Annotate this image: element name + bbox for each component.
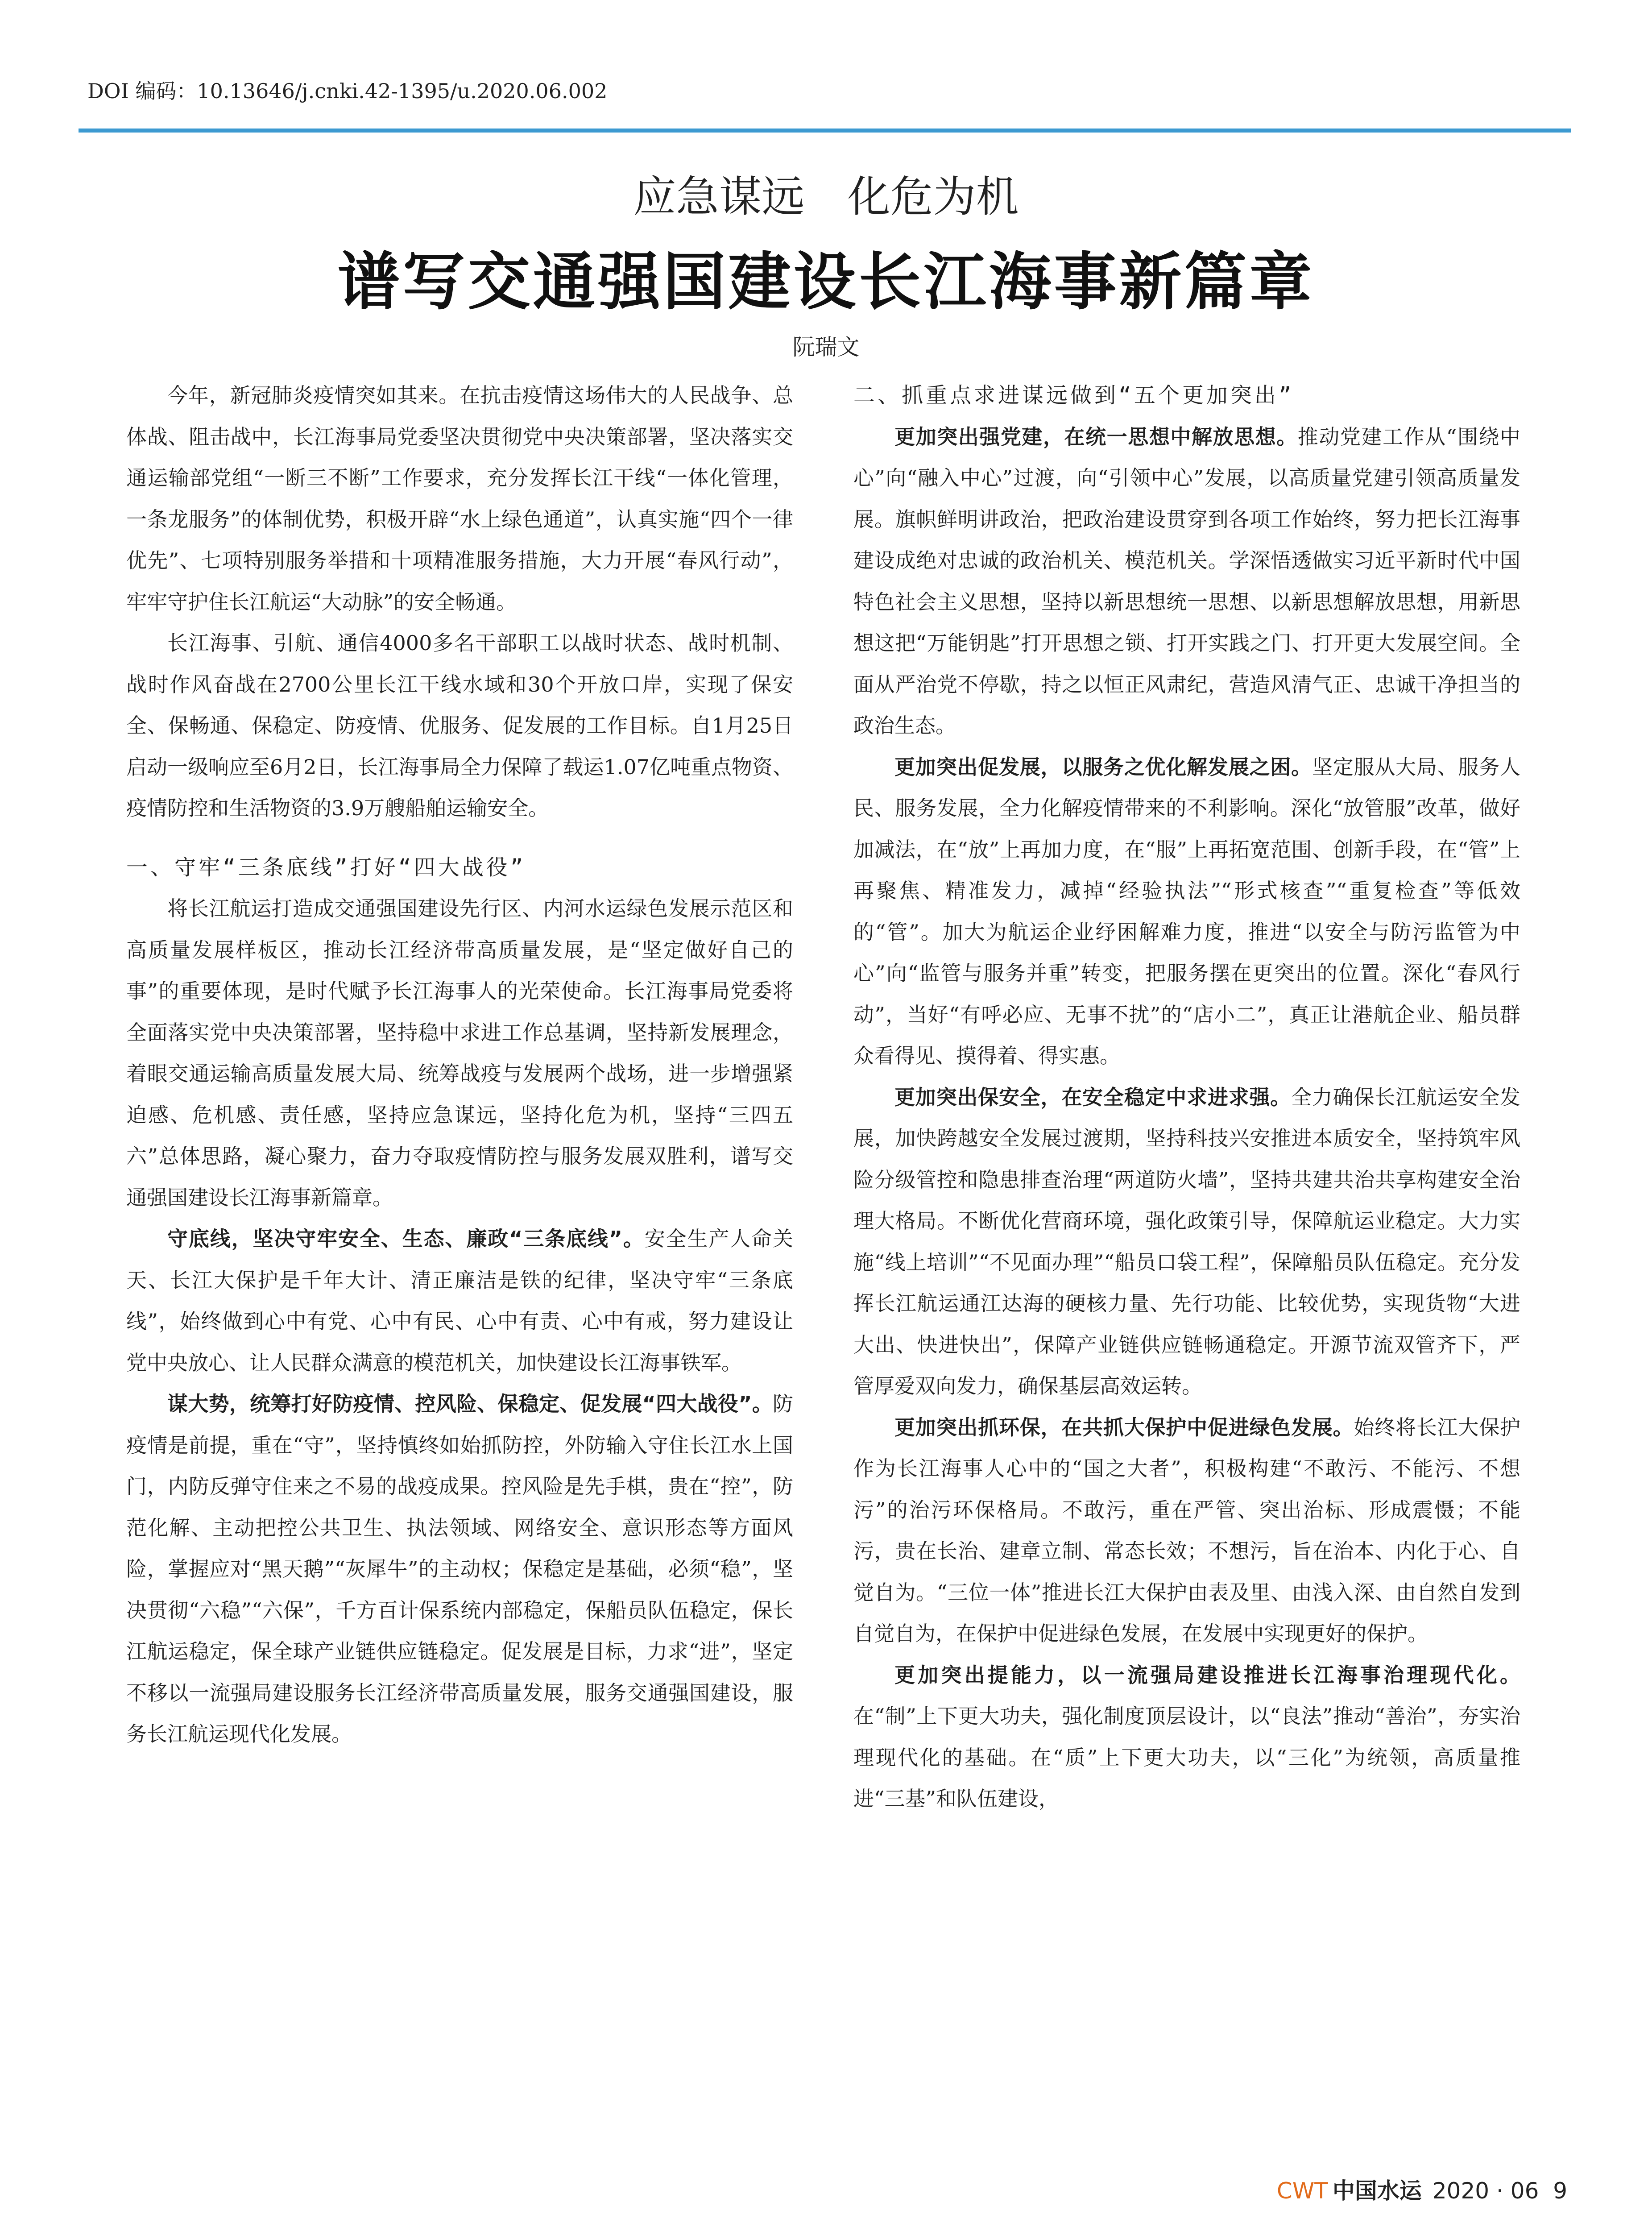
section-1-paragraph-3 <box>126 1383 793 1755</box>
brand-logo: CWT <box>1276 2178 1328 2204</box>
intro-paragraph-2: 长江海事、引航、通信4000多名干部职工以战时状态、战时机制、战时作风奋战在2700公里长江干线水域和30个开放口岸，实现了保安全、保畅通、保稳定、防疫情、优服务、促发展的工作目标。自1月25日启动一级响应至6月2日，长江海事局全力保障了载运1.07亿吨重点物资、疫情防控和生活物资的3.9万艘船舶运输安全。 <box>126 631 793 820</box>
doi-code: DOI 编码：10.13646/j.cnki.42-1395/u.2020.06.002 <box>87 79 608 103</box>
left-column <box>126 375 793 1755</box>
paragraph-lead: 更加突出抓环保，在共抓大保护中促进绿色发展。 <box>894 1415 1354 1439</box>
paragraph-body: 全力确保长江航运安全发展，加快跨越安全发展过渡期，坚持科技兴安推进本质安全，坚持筑牢风险分级管控和隐患排查治理“两道防火墙”，坚持共建共治共享构建安全治理大格局。不断优化营商环境，强化政策引导，保障航运业稳定。大力实施“线上培训”“不见面办理”“船员口袋工程”，保障船员队伍稳定。充分发挥长江航运通江达海的硬核力量、先行功能、比较优势，实现货物“大进大出、快进快出”，保障产业链供应链畅通稳定。开源节流双管齐下，严管厚爱双向发力，确保基层高效运转。 <box>853 1085 1521 1398</box>
section-2-paragraph-5 <box>853 1655 1520 1820</box>
paragraph-body: 坚定服从大局、服务人民、服务发展，全力化解疫情带来的不利影响。深化“放管服”改革，做好加减法，在“放”上再加力度，在“服”上再拓宽范围、创新手段，在“管”上再聚焦、精准发力，减掉“经验执法”“形式核查”“重复检查”等低效的“管”。加大为航运企业纾困解难力度，推进“以安全与防污监管为中心”向“监管与服务并重”转变，把服务摆在更突出的位置。深化“春风行动”，当好“有呼必应、无事不扰”的“店小二”，真正让港航企业、船员群众看得见、摸得着、得实惠。 <box>853 755 1521 1068</box>
paragraph-lead: 谋大势，统筹打好防疫情、控风险、保稳定、促发展“四大战役”。 <box>167 1392 773 1416</box>
section-2-paragraph-3 <box>853 1077 1520 1407</box>
paragraph-body: 在“制”上下更大功夫，强化制度顶层设计，以“良法”推动“善治”，夯实治理现代化的基础。在“质”上下更大功夫，以“三化”为统领，高质量推进“三基”和队伍建设， <box>853 1704 1520 1811</box>
section-2-paragraph-1 <box>853 416 1520 746</box>
section-1-heading: 一、守牢“三条底线”打好“四大战役” <box>126 854 526 880</box>
header-rule <box>79 129 1571 133</box>
section-1-paragraph-2 <box>126 1218 793 1383</box>
article-subtitle: 应急谋远 化危为机 <box>633 172 1019 222</box>
paragraph-body: 防疫情是前提，重在“守”，坚持慎终如始抓防控，外防输入守住长江水上国门，内防反弹守住来之不易的战疫成果。控风险是先手棋，贵在“控”，防范化解、主动把控公共卫生、执法领域、网络安全、意识形态等方面风险，掌握应对“黑天鹅”“灰犀牛”的主动权；保稳定是基础，必须“稳”，坚决贯彻“六稳”“六保”，千方百计保系统内部稳定，保船员队伍稳定，保长江航运稳定，保全球产业链供应链稳定。促发展是目标，力求“进”，坚定不移以一流强局建设服务长江经济带高质量发展，服务交通强国建设，服务长江航运现代化发展。 <box>126 1392 793 1746</box>
paragraph-lead: 更加突出提能力，以一流强局建设推进长江海事治理现代化。 <box>894 1663 1520 1687</box>
section-2-heading: 二、抓重点求进谋远做到“五个更加突出” <box>853 383 1294 408</box>
paragraph-lead: 更加突出保安全，在安全稳定中求进求强。 <box>894 1085 1292 1109</box>
issue-number: 2020 · 06 <box>1432 2178 1539 2204</box>
article-author: 阮瑞文 <box>792 334 860 360</box>
paragraph-lead: 守底线，坚决守牢安全、生态、廉政“三条底线”。 <box>167 1227 645 1251</box>
paragraph-lead: 更加突出强党建，在统一思想中解放思想。 <box>894 424 1298 449</box>
page-footer <box>1277 2173 1567 2205</box>
paragraph-body: 推动党建工作从“围绕中心”向“融入中心”过渡，向“引领中心”发展，以高质量党建引领高质量发展。旗帜鲜明讲政治，把政治建设贯穿到各项工作始终，努力把长江海事建设成绝对忠诚的政治机关、模范机关。学深悟透做实习近平新时代中国特色社会主义思想，坚持以新思想统一思想、以新思想解放思想，用新思想这把“万能钥匙”打开思想之锁、打开实践之门、打开更大发展空间。全面从严治党不停歇，持之以恒正风肃纪，营造风清气正、忠诚干净担当的政治生态。 <box>853 424 1520 738</box>
intro-paragraph-1: 今年，新冠肺炎疫情突如其来。在抗击疫情这场伟大的人民战争、总体战、阻击战中，长江海事局党委坚决贯彻党中央决策部署，坚决落实交通运输部党组“一断三不断”工作要求，充分发挥长江干线“一体化管理，一条龙服务”的体制优势，积极开辟“水上绿色通道”，认真实施“四个一律优先”、七项特别服务举措和十项精准服务措施，大力开展“春风行动”，牢牢守护住长江航运“大动脉”的安全畅通。 <box>126 383 793 614</box>
paragraph-lead: 更加突出促发展，以服务之优化解发展之困。 <box>894 755 1312 779</box>
section-1-paragraph-1: 将长江航运打造成交通强国建设先行区、内河水运绿色发展示范区和高质量发展样板区，推动长江经济带高质量发展，是“坚定做好自己的事”的重要体现，是时代赋予长江海事人的光荣使命。长江海事局党委将全面落实党中央决策部署，坚持稳中求进工作总基调，坚持新发展理念，着眼交通运输高质量发展大局、统筹战疫与发展两个战场，进一步增强紧迫感、危机感、责任感，坚持应急谋远，坚持化危为机，坚持“三四五六”总体思路，凝心聚力，奋力夺取疫情防控与服务发展双胜利，谱写交通强国建设长江海事新篇章。 <box>126 896 793 1210</box>
right-column <box>853 375 1520 1820</box>
section-2-paragraph-4 <box>853 1407 1520 1655</box>
magazine-name: 中国水运 <box>1332 2178 1422 2204</box>
article-title: 谱写交通强国建设长江海事新篇章 <box>337 245 1315 319</box>
page-number: 9 <box>1553 2178 1567 2204</box>
paragraph-body: 安全生产人命关天、长江大保护是千年大计、清正廉洁是铁的纪律，坚决守牢“三条底线”，始终做到心中有党、心中有民、心中有责、心中有戒，努力建设让党中央放心、让人民群众满意的模范机关，加快建设长江海事铁军。 <box>126 1227 794 1375</box>
paragraph-body: 始终将长江大保护作为长江海事人心中的“国之大者”，积极构建“不敢污、不能污、不想污”的治污环保格局。不敢污，重在严管、突出治标、形成震慑；不能污，贵在长治、建章立制、常态长效；不想污，旨在治本、内化于心、自觉自为。“三位一体”推进长江大保护由表及里、由浅入深、由自然自发到自觉自为，在保护中促进绿色发展，在发展中实现更好的保护。 <box>853 1415 1521 1646</box>
section-2-paragraph-2 <box>853 746 1520 1077</box>
